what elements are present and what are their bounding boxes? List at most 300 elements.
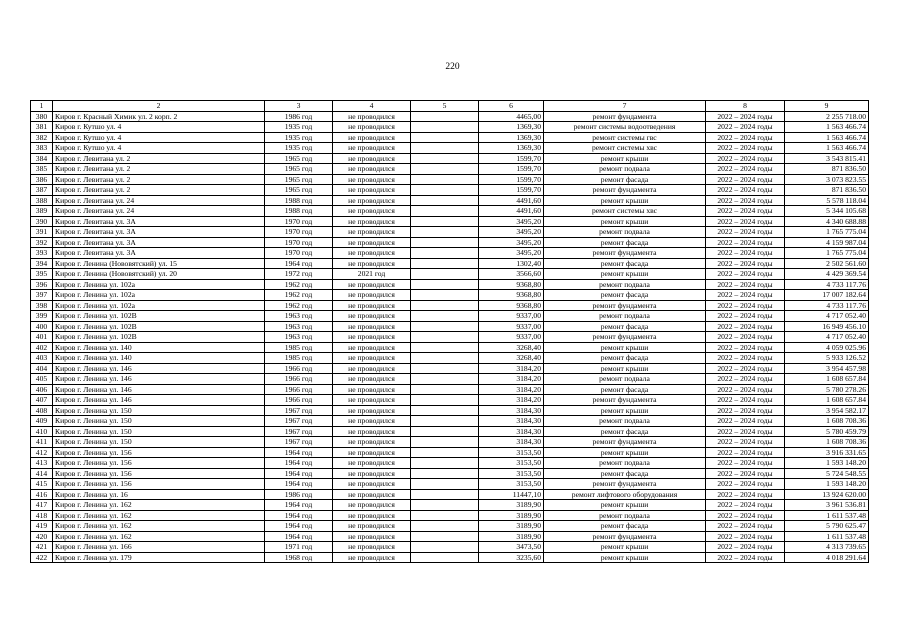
cell-build-year: 1971 год [265, 542, 333, 553]
cell-row-number: 384 [31, 153, 53, 164]
cell-cost: 5 344 105.68 [785, 206, 869, 217]
cell-address: Киров г. Ленина ул. 140 [53, 342, 265, 353]
cell-area: 1369,30 [479, 143, 544, 154]
table-row [31, 468, 869, 479]
cell-address: Киров г. Красный Химик ул. 2 корп. 2 [53, 111, 265, 122]
cell-work-type: ремонт фундамента [544, 248, 706, 259]
cell-area: 9368,80 [479, 290, 544, 301]
table-row [31, 174, 869, 185]
cell-period: 2022 – 2024 годы [706, 164, 785, 175]
cell-period: 2022 – 2024 годы [706, 185, 785, 196]
cell-last-repair-year: не проводился [333, 395, 411, 406]
cell-col5 [411, 374, 479, 385]
cell-work-type: ремонт подвала [544, 416, 706, 427]
cell-address: Киров г. Левитана ул. 3А [53, 216, 265, 227]
cell-area: 9368,80 [479, 300, 544, 311]
cell-work-type: ремонт подвала [544, 279, 706, 290]
cell-row-number: 420 [31, 531, 53, 542]
cell-col5 [411, 153, 479, 164]
cell-work-type: ремонт фундамента [544, 300, 706, 311]
cell-col5 [411, 342, 479, 353]
cell-address: Киров г. Ленина ул. 146 [53, 384, 265, 395]
cell-cost: 16 949 456.10 [785, 321, 869, 332]
cell-col5 [411, 122, 479, 133]
cell-area: 3473,50 [479, 542, 544, 553]
cell-address: Киров г. Ленина ул. 162 [53, 521, 265, 532]
cell-last-repair-year: не проводился [333, 447, 411, 458]
cell-build-year: 1964 год [265, 521, 333, 532]
cell-period: 2022 – 2024 годы [706, 416, 785, 427]
cell-build-year: 1967 год [265, 437, 333, 448]
cell-address: Киров г. Ленина ул. 140 [53, 353, 265, 364]
table-row [31, 269, 869, 280]
cell-last-repair-year: не проводился [333, 111, 411, 122]
cell-work-type: ремонт фасада [544, 290, 706, 301]
table-row [31, 426, 869, 437]
cell-last-repair-year: не проводился [333, 321, 411, 332]
cell-period: 2022 – 2024 годы [706, 216, 785, 227]
table-row [31, 164, 869, 175]
cell-address: Киров г. Ленина ул. 16 [53, 489, 265, 500]
table-row [31, 258, 869, 269]
cell-last-repair-year: не проводился [333, 353, 411, 364]
cell-period: 2022 – 2024 годы [706, 153, 785, 164]
cell-row-number: 413 [31, 458, 53, 469]
cell-work-type: ремонт фасада [544, 258, 706, 269]
cell-area: 1369,30 [479, 122, 544, 133]
cell-work-type: ремонт подвала [544, 374, 706, 385]
cell-build-year: 1965 год [265, 164, 333, 175]
cell-row-number: 391 [31, 227, 53, 238]
cell-area: 3184,20 [479, 374, 544, 385]
cell-work-type: ремонт крыши [544, 405, 706, 416]
cell-row-number: 406 [31, 384, 53, 395]
cell-address: Киров г. Левитана ул. 2 [53, 164, 265, 175]
cell-row-number: 400 [31, 321, 53, 332]
cell-address: Киров г. Левитана ул. 3А [53, 227, 265, 238]
cell-build-year: 1964 год [265, 500, 333, 511]
cell-work-type: ремонт фасада [544, 353, 706, 364]
cell-work-type: ремонт подвала [544, 227, 706, 238]
cell-area: 3184,30 [479, 416, 544, 427]
cell-col5 [411, 437, 479, 448]
cell-address: Киров г. Кутшо ул. 4 [53, 122, 265, 133]
cell-period: 2022 – 2024 годы [706, 311, 785, 322]
cell-area: 3153,50 [479, 479, 544, 490]
cell-address: Киров г. Ленина ул. 179 [53, 552, 265, 563]
cell-work-type: ремонт крыши [544, 269, 706, 280]
table-row [31, 248, 869, 259]
cell-col5 [411, 195, 479, 206]
table-row [31, 185, 869, 196]
cell-address: Киров г. Левитана ул. 3А [53, 237, 265, 248]
cell-work-type: ремонт фасада [544, 384, 706, 395]
table-row [31, 416, 869, 427]
cell-last-repair-year: не проводился [333, 521, 411, 532]
cell-build-year: 1964 год [265, 531, 333, 542]
cell-work-type: ремонт подвала [544, 311, 706, 322]
cell-area: 4491,60 [479, 195, 544, 206]
cell-work-type: ремонт крыши [544, 216, 706, 227]
cell-area: 9368,80 [479, 279, 544, 290]
cell-col5 [411, 143, 479, 154]
cell-row-number: 389 [31, 206, 53, 217]
cell-col5 [411, 510, 479, 521]
cell-area: 11447,10 [479, 489, 544, 500]
cell-last-repair-year: не проводился [333, 153, 411, 164]
table-row [31, 374, 869, 385]
cell-cost: 1 608 708.36 [785, 416, 869, 427]
cell-build-year: 1965 год [265, 174, 333, 185]
cell-last-repair-year: не проводился [333, 510, 411, 521]
cell-cost: 4 059 025.96 [785, 342, 869, 353]
cell-work-type: ремонт крыши [544, 552, 706, 563]
cell-col5 [411, 479, 479, 490]
cell-cost: 5 578 118.04 [785, 195, 869, 206]
cell-address: Киров г. Ленина ул. 156 [53, 447, 265, 458]
cell-row-number: 398 [31, 300, 53, 311]
cell-period: 2022 – 2024 годы [706, 521, 785, 532]
cell-work-type: ремонт фундамента [544, 437, 706, 448]
cell-last-repair-year: не проводился [333, 216, 411, 227]
cell-last-repair-year: не проводился [333, 206, 411, 217]
cell-row-number: 395 [31, 269, 53, 280]
page-number: 220 [445, 62, 460, 72]
cell-row-number: 382 [31, 132, 53, 143]
cell-address: Киров г. Ленина ул. 156 [53, 458, 265, 469]
cell-last-repair-year: не проводился [333, 195, 411, 206]
cell-area: 3184,20 [479, 384, 544, 395]
cell-build-year: 1964 год [265, 258, 333, 269]
cell-work-type: ремонт фундамента [544, 332, 706, 343]
table-row [31, 311, 869, 322]
cell-address: Киров г. Левитана ул. 2 [53, 153, 265, 164]
cell-row-number: 416 [31, 489, 53, 500]
table-row [31, 405, 869, 416]
cell-row-number: 404 [31, 363, 53, 374]
cell-address: Киров г. Ленина (Нововятский) ул. 20 [53, 269, 265, 280]
cell-area: 3189,90 [479, 500, 544, 511]
cell-row-number: 412 [31, 447, 53, 458]
cell-area: 3153,50 [479, 468, 544, 479]
table-row [31, 195, 869, 206]
cell-period: 2022 – 2024 годы [706, 489, 785, 500]
cell-work-type: ремонт фасада [544, 426, 706, 437]
cell-col5 [411, 185, 479, 196]
cell-build-year: 1966 год [265, 374, 333, 385]
cell-col5 [411, 290, 479, 301]
cell-period: 2022 – 2024 годы [706, 363, 785, 374]
cell-build-year: 1964 год [265, 510, 333, 521]
cell-period: 2022 – 2024 годы [706, 122, 785, 133]
cell-row-number: 414 [31, 468, 53, 479]
cell-build-year: 1967 год [265, 416, 333, 427]
cell-last-repair-year: не проводился [333, 174, 411, 185]
cell-work-type: ремонт фундамента [544, 479, 706, 490]
cell-address: Киров г. Ленина ул. 162 [53, 500, 265, 511]
cell-work-type: ремонт фасада [544, 237, 706, 248]
cell-build-year: 1935 год [265, 122, 333, 133]
cell-period: 2022 – 2024 годы [706, 143, 785, 154]
cell-cost: 1 765 775.04 [785, 227, 869, 238]
table-row [31, 510, 869, 521]
cell-row-number: 396 [31, 279, 53, 290]
cell-area: 3566,60 [479, 269, 544, 280]
cell-cost: 2 255 718.00 [785, 111, 869, 122]
table-body [31, 111, 869, 563]
cell-work-type: ремонт крыши [544, 363, 706, 374]
table-row [31, 489, 869, 500]
cell-last-repair-year: не проводился [333, 227, 411, 238]
cell-area: 1599,70 [479, 164, 544, 175]
cell-build-year: 1962 год [265, 290, 333, 301]
cell-area: 3189,90 [479, 510, 544, 521]
cell-cost: 4 717 052.40 [785, 332, 869, 343]
cell-col5 [411, 174, 479, 185]
cell-build-year: 1964 год [265, 468, 333, 479]
cell-build-year: 1970 год [265, 237, 333, 248]
cell-work-type: ремонт системы хвс [544, 143, 706, 154]
cell-build-year: 1964 год [265, 479, 333, 490]
cell-last-repair-year: не проводился [333, 363, 411, 374]
table-row [31, 342, 869, 353]
cell-build-year: 1935 год [265, 132, 333, 143]
cell-area: 3184,20 [479, 395, 544, 406]
cell-col5 [411, 321, 479, 332]
cell-address: Киров г. Ленина (Нововятский) ул. 15 [53, 258, 265, 269]
cell-period: 2022 – 2024 годы [706, 227, 785, 238]
cell-period: 2022 – 2024 годы [706, 258, 785, 269]
cell-cost: 4 429 369.54 [785, 269, 869, 280]
cell-address: Киров г. Кутшо ул. 4 [53, 132, 265, 143]
cell-row-number: 421 [31, 542, 53, 553]
cell-last-repair-year: не проводился [333, 342, 411, 353]
cell-cost: 871 836.50 [785, 164, 869, 175]
table-row [31, 321, 869, 332]
cell-work-type: ремонт системы водоотведения [544, 122, 706, 133]
cell-col5 [411, 468, 479, 479]
table-row [31, 227, 869, 238]
cell-last-repair-year: 2021 год [333, 269, 411, 280]
cell-work-type: ремонт фасада [544, 521, 706, 532]
cell-period: 2022 – 2024 годы [706, 437, 785, 448]
cell-row-number: 409 [31, 416, 53, 427]
cell-cost: 1 611 537.48 [785, 531, 869, 542]
table-row [31, 479, 869, 490]
cell-row-number: 403 [31, 353, 53, 364]
cell-work-type: ремонт фундамента [544, 395, 706, 406]
cell-period: 2022 – 2024 годы [706, 458, 785, 469]
repair-program-table [30, 100, 869, 563]
cell-address: Киров г. Ленина ул. 102а [53, 279, 265, 290]
cell-col5 [411, 500, 479, 511]
cell-cost: 4 717 052.40 [785, 311, 869, 322]
cell-area: 1302,40 [479, 258, 544, 269]
cell-cost: 4 733 117.76 [785, 279, 869, 290]
cell-cost: 1 608 657.84 [785, 395, 869, 406]
cell-col5 [411, 405, 479, 416]
cell-work-type: ремонт фундамента [544, 185, 706, 196]
cell-work-type: ремонт фасада [544, 468, 706, 479]
cell-address: Киров г. Левитана ул. 2 [53, 174, 265, 185]
cell-build-year: 1967 год [265, 405, 333, 416]
cell-period: 2022 – 2024 годы [706, 300, 785, 311]
table-row [31, 353, 869, 364]
cell-row-number: 383 [31, 143, 53, 154]
header-row [31, 101, 869, 112]
cell-cost: 5 790 625.47 [785, 521, 869, 532]
cell-cost: 5 933 126.52 [785, 353, 869, 364]
cell-col5 [411, 531, 479, 542]
cell-address: Киров г. Ленина ул. 150 [53, 416, 265, 427]
cell-col5 [411, 132, 479, 143]
table-row [31, 143, 869, 154]
cell-work-type: ремонт крыши [544, 195, 706, 206]
cell-cost: 5 724 548.55 [785, 468, 869, 479]
cell-col5 [411, 237, 479, 248]
cell-last-repair-year: не проводился [333, 416, 411, 427]
cell-area: 3189,90 [479, 521, 544, 532]
cell-period: 2022 – 2024 годы [706, 290, 785, 301]
cell-last-repair-year: не проводился [333, 542, 411, 553]
cell-period: 2022 – 2024 годы [706, 321, 785, 332]
cell-area: 3184,20 [479, 363, 544, 374]
cell-period: 2022 – 2024 годы [706, 269, 785, 280]
cell-area: 9337,00 [479, 311, 544, 322]
table-row [31, 521, 869, 532]
cell-period: 2022 – 2024 годы [706, 542, 785, 553]
cell-work-type: ремонт подвала [544, 510, 706, 521]
cell-build-year: 1988 год [265, 195, 333, 206]
table-row [31, 216, 869, 227]
cell-build-year: 1972 год [265, 269, 333, 280]
cell-last-repair-year: не проводился [333, 374, 411, 385]
cell-work-type: ремонт системы хвс [544, 206, 706, 217]
table-row [31, 111, 869, 122]
cell-area: 1599,70 [479, 153, 544, 164]
cell-row-number: 419 [31, 521, 53, 532]
cell-work-type: ремонт крыши [544, 153, 706, 164]
table-row [31, 153, 869, 164]
cell-area: 3268,40 [479, 353, 544, 364]
cell-address: Киров г. Ленина ул. 162 [53, 510, 265, 521]
cell-work-type: ремонт крыши [544, 447, 706, 458]
cell-area: 1599,70 [479, 174, 544, 185]
cell-last-repair-year: не проводился [333, 311, 411, 322]
cell-address: Киров г. Ленина ул. 146 [53, 363, 265, 374]
cell-work-type: ремонт крыши [544, 500, 706, 511]
cell-last-repair-year: не проводился [333, 185, 411, 196]
cell-col5 [411, 269, 479, 280]
cell-row-number: 411 [31, 437, 53, 448]
cell-last-repair-year: не проводился [333, 489, 411, 500]
cell-build-year: 1966 год [265, 363, 333, 374]
cell-period: 2022 – 2024 годы [706, 353, 785, 364]
cell-area: 4465,00 [479, 111, 544, 122]
cell-period: 2022 – 2024 годы [706, 384, 785, 395]
cell-work-type: ремонт фундамента [544, 111, 706, 122]
cell-build-year: 1968 год [265, 552, 333, 563]
table-row [31, 500, 869, 511]
cell-last-repair-year: не проводился [333, 122, 411, 133]
cell-last-repair-year: не проводился [333, 290, 411, 301]
cell-address: Киров г. Левитана ул. 24 [53, 195, 265, 206]
cell-period: 2022 – 2024 годы [706, 552, 785, 563]
table-row [31, 458, 869, 469]
column-header-5: 5 [411, 101, 479, 112]
cell-cost: 1 593 148.20 [785, 479, 869, 490]
cell-last-repair-year: не проводился [333, 405, 411, 416]
cell-area: 1599,70 [479, 185, 544, 196]
cell-address: Киров г. Ленина ул. 156 [53, 468, 265, 479]
cell-area: 3495,20 [479, 248, 544, 259]
cell-period: 2022 – 2024 годы [706, 206, 785, 217]
cell-row-number: 380 [31, 111, 53, 122]
table-row [31, 531, 869, 542]
cell-period: 2022 – 2024 годы [706, 468, 785, 479]
cell-cost: 4 733 117.76 [785, 300, 869, 311]
cell-build-year: 1965 год [265, 185, 333, 196]
cell-cost: 17 007 182.64 [785, 290, 869, 301]
cell-row-number: 399 [31, 311, 53, 322]
cell-col5 [411, 111, 479, 122]
cell-last-repair-year: не проводился [333, 132, 411, 143]
cell-row-number: 390 [31, 216, 53, 227]
cell-area: 4491,60 [479, 206, 544, 217]
cell-area: 9337,00 [479, 332, 544, 343]
cell-period: 2022 – 2024 годы [706, 342, 785, 353]
table-row [31, 122, 869, 133]
cell-work-type: ремонт лифтового оборудования [544, 489, 706, 500]
cell-cost: 3 961 536.81 [785, 500, 869, 511]
cell-period: 2022 – 2024 годы [706, 237, 785, 248]
cell-work-type: ремонт системы гвс [544, 132, 706, 143]
cell-build-year: 1986 год [265, 111, 333, 122]
cell-period: 2022 – 2024 годы [706, 426, 785, 437]
cell-area: 3235,60 [479, 552, 544, 563]
cell-period: 2022 – 2024 годы [706, 395, 785, 406]
cell-build-year: 1970 год [265, 248, 333, 259]
cell-period: 2022 – 2024 годы [706, 195, 785, 206]
cell-col5 [411, 521, 479, 532]
table-row [31, 332, 869, 343]
cell-last-repair-year: не проводился [333, 437, 411, 448]
cell-row-number: 386 [31, 174, 53, 185]
cell-address: Киров г. Ленина ул. 162 [53, 531, 265, 542]
cell-address: Киров г. Левитана ул. 24 [53, 206, 265, 217]
cell-cost: 2 502 561.60 [785, 258, 869, 269]
column-header-9: 9 [785, 101, 869, 112]
cell-row-number: 397 [31, 290, 53, 301]
cell-area: 3184,30 [479, 426, 544, 437]
cell-cost: 871 836.50 [785, 185, 869, 196]
cell-last-repair-year: не проводился [333, 458, 411, 469]
cell-col5 [411, 416, 479, 427]
cell-cost: 4 159 987.04 [785, 237, 869, 248]
cell-build-year: 1970 год [265, 227, 333, 238]
cell-last-repair-year: не проводился [333, 384, 411, 395]
cell-area: 3184,30 [479, 437, 544, 448]
cell-work-type: ремонт подвала [544, 164, 706, 175]
table-row [31, 279, 869, 290]
cell-cost: 4 018 291.64 [785, 552, 869, 563]
cell-area: 3184,30 [479, 405, 544, 416]
cell-cost: 13 924 620.00 [785, 489, 869, 500]
cell-last-repair-year: не проводился [333, 300, 411, 311]
cell-cost: 3 954 457.98 [785, 363, 869, 374]
cell-build-year: 1962 год [265, 300, 333, 311]
cell-period: 2022 – 2024 годы [706, 174, 785, 185]
